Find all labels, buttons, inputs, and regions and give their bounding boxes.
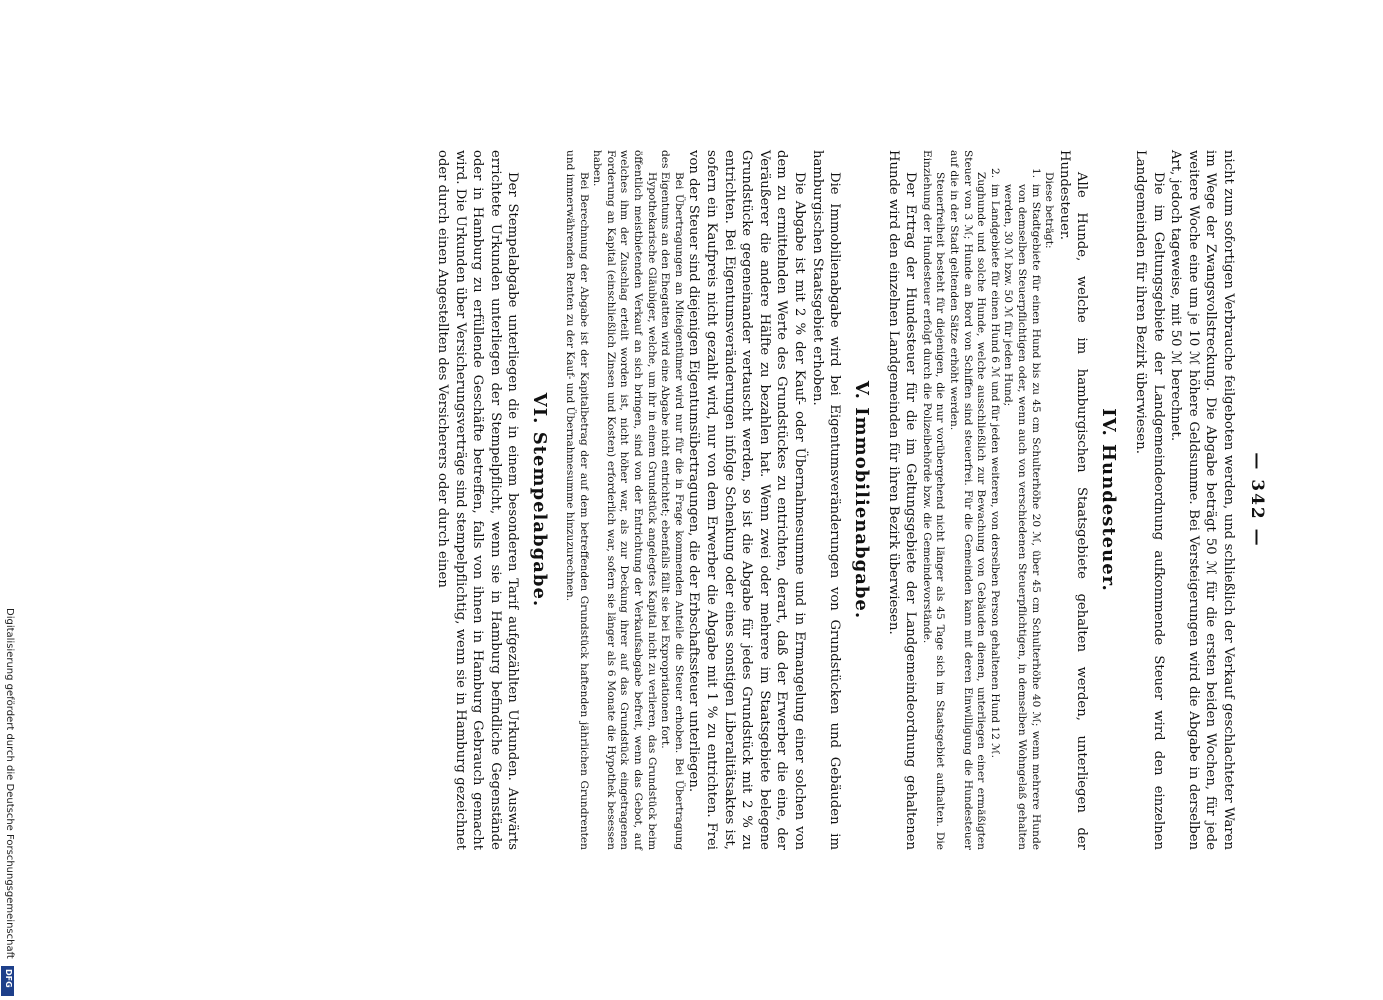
list-item-text: im Stadtgebiete für einen Hund bis zu 45 cm Schulterhöhe 20 ℳ, über 45 cm Schulterhöhe 40 ℳ; wenn mehrere Hunde von demselben Steuerpflichtigen oder, wenn auch von verschiedenen Steuerpflichtigen, in demselben Wohngelaß gehalten werden, 30 ℳ bzw. 50 ℳ für jeden Hund; [1001, 184, 1042, 850]
digitization-credit-text: Digitalisierung gefördert durch die Deutsche Forschungsgemeinschaft [4, 608, 15, 959]
section-v-paragraph-2: Die Abgabe ist mit 2 % der Kauf- oder Übernahmesumme und in Ermangelung einer solchen von dem zu ermittelnden Werte des Grundstückes zu entrichten, derart, daß der Erwerber die eine, der Veräußerer die andere Hälfte zu bezahlen hat. Wenn zwei oder mehrere im Staatsgebiete belegene Grundstücke gegeneinander vertauscht werden, so ist die Abgabe für jedes Grundstück mit 2 % zu entrichten. Bei Eigentumsveränderungen infolge Schenkung oder eines sonstigen Liberalitätsaktes ist, sofern ein Kaufpreis nicht gezahlt wird, nur von dem Erwerber die Abgabe mit 1 % zu entrichten. Frei von der Steuer sind diejenigen Eigentumsübertragungen, die der Erbschaftssteuer unterliegen. [685, 150, 807, 850]
list-item-text: im Landgebiete für einen Hund 6 ℳ und für jeden weiteren, von derselben Person gehaltenen Hund 12 ℳ. [988, 184, 1001, 758]
section-iv-paragraph-1: Alle Hunde, welche im hamburgischen Staatsgebiete gehalten werden, unterliegen der Hundesteuer. [1056, 150, 1089, 850]
digitization-credit [2, 608, 16, 998]
section-iv-rate-list [987, 168, 1042, 850]
section-v-paragraph-1: Die Immobilienabgabe wird bei Eigentumsveränderungen von Grundstücken und Gebäuden im hamburgischen Staatsgebiet erhoben. [809, 150, 842, 850]
list-number: 2. [988, 168, 1001, 179]
section-iv-paragraph-4: Steuerfreiheit besteht für diejenigen, die nur vorübergehend nicht länger als 45 Tage sich im Staatsgebiet aufhalten. Die Einziehung der Hundesteuer erfolgt durch die Polizeibehörde bzw. die Gemeindevorstände. [920, 150, 946, 850]
intro-paragraph: nicht zum sofortigen Verbrauche feilgeboten werden, und schließlich der Verkauf geschlachteter Waren im Wege der Zwangsvollstreckung. Die Abgabe beträgt 50 ℳ für die ersten beiden Wochen, für jede weitere Woche eine um je 10 ℳ höhere Geldsumme. Bei Versteigerungen wird die Abgabe in derselben Art, jedoch tageweise, mit 50 ℳ berechnet. [1167, 150, 1236, 850]
list-item [1000, 168, 1042, 850]
section-v-paragraph-4: Hypothekarische Gläubiger, welche, um ihr in einem Grundstück angelegtes Kapital nicht zu verlieren, das Grundstück beim öffentlich meistbietenden Verkauf an sich bringen, sind von der Entrichtung der Verkaufsabgabe befreit, wenn das Gebot, auf welches ihm der Zuschlag erteilt worden ist, nicht höher war, als zur Deckung ihrer auf das Grundstück eingetragenen Forderung an Kapital (einschließlich Zinsen und Kosten) erforderlich war, sofern sie länger als 6 Monate die Hypothek besessen haben. [590, 150, 658, 850]
list-number: 1. [1029, 168, 1042, 179]
list-item [987, 168, 1001, 850]
intro-paragraph-2: Die im Geltungsgebiete der Landgemeindeordnung aufkommende Steuer wird den einzelnen Landgemeinden für ihren Bezirk überwiesen. [1132, 150, 1166, 850]
section-heading-vi: VI. Stempelabgabe. [528, 392, 550, 608]
section-vi-paragraph-1: Der Stempelabgabe unterliegen die in einem besonderen Tarif aufgezählten Urkunden. Auswärts errichtete Urkunden unterliegen der Stempelpflicht, wenn sie in Hamburg befindliche Gegenstände oder in Hamburg zu erfüllende Geschäfte betreffen, falls von ihnen in Hamburg Gebrauch gemacht wird. Die Urkunden über Versicherungsverträge sind stempelpflichtig, wenn sie in Hamburg gezeichnet oder durch einen Angestellten des Versicherers oder durch einen [434, 150, 520, 850]
dfg-logo-text: DFG [4, 969, 13, 988]
section-v-paragraph-5: Bei Berechnung der Abgabe ist der Kapitalbetrag der auf dem betreffenden Grundstück haftenden jährlichen Grundrenten und immerwährenden Renten zu der Kauf- und Übernahmesumme hinzuzurechnen. [563, 150, 590, 850]
document-page [117, 150, 1267, 850]
section-iv-paragraph-3: Zughunde und solche Hunde, welche ausschließlich zur Bewachung von Gebäuden dienen, unterliegen einer ermäßigten Steuer von 3 ℳ; Hunde an Bord von Schiffen sind steuerfrei. Für die Gemeinden kann mit deren Einwilligung die Hundesteuer auf die in der Stadt geltenden Sätze erhöht werden. [947, 150, 987, 850]
section-heading-iv: IV. Hundesteuer. [1097, 408, 1119, 592]
section-iv-paragraph-5: Der Ertrag der Hundesteuer für die im Geltungsgebiete der Landgemeindeordnung gehaltenen Hunde wird den einzelnen Landgemeinden für ihren Bezirk überwiesen. [885, 150, 918, 850]
section-heading-v: V. Immobilienabgabe. [850, 380, 872, 620]
page-number: — 342 — [1246, 452, 1267, 548]
dfg-logo [1, 966, 14, 996]
section-iv-paragraph-2: Diese beträgt: [1042, 172, 1055, 249]
section-v-paragraph-3: Bei Übertragungen an Miteigentümer wird nur für die in Frage kommenden Anteile die Steuer erhoben. Bei Übertragung des Eigentums an den Ehegatten wird eine Abgabe nicht entrichtet; ebenfalls fällt sie bei Expropriationen fort. [658, 150, 685, 850]
